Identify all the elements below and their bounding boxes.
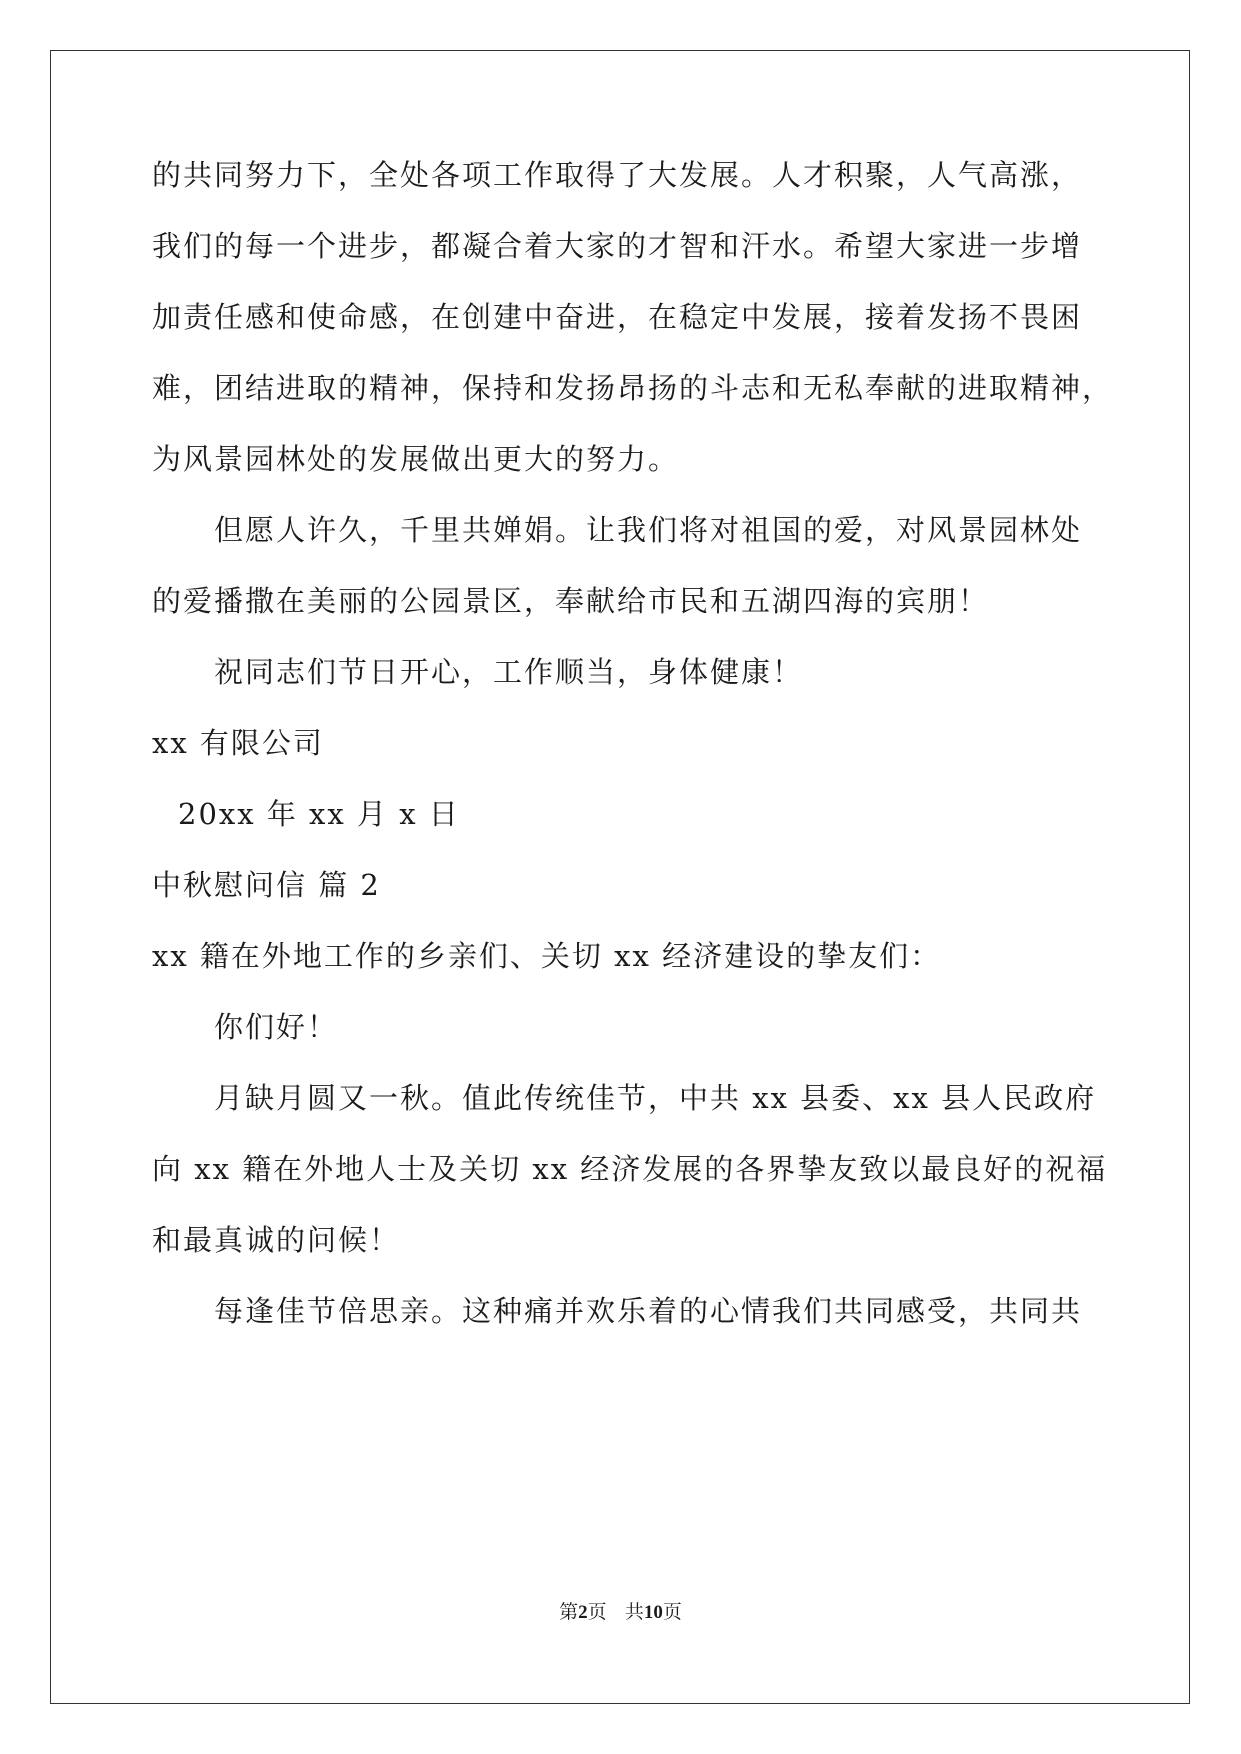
body-line: 月缺月圆又一秋。值此传统佳节，中共 xx 县委、xx 县人民政府: [214, 1081, 1097, 1115]
page-footer: [0, 1600, 1241, 1625]
footer-total-suffix: 页: [662, 1601, 682, 1623]
footer-total-prefix: 共: [624, 1601, 644, 1623]
body-line: 向 xx 籍在外地人士及关切 xx 经济发展的各界挚友致以最良好的祝福: [152, 1152, 1108, 1186]
body-line: 但愿人许久，千里共婵娟。让我们将对祖国的爱，对风景园林处: [214, 513, 1083, 547]
greeting: 你们好！: [214, 1010, 339, 1044]
body-line: 祝同志们节日开心，工作顺当，身体健康！: [214, 655, 804, 689]
section-heading: 中秋慰问信 篇 2: [152, 868, 381, 902]
body-line: 加责任感和使命感，在创建中奋进，在稳定中发展，接着发扬不畏困: [152, 300, 1083, 334]
body-line: 我们的每一个进步，都凝合着大家的才智和汗水。希望大家进一步增: [152, 229, 1083, 263]
footer-total-pages: 10: [643, 1602, 663, 1623]
body-line: 难，团结进取的精神，保持和发扬昂扬的斗志和无私奉献的进取精神，: [152, 371, 1114, 405]
footer-page-suffix: 页: [587, 1601, 607, 1623]
body-line: 每逢佳节倍思亲。这种痛并欢乐着的心情我们共同感受，共同共: [214, 1294, 1083, 1328]
body-line: 的爱播撒在美丽的公园景区，奉献给市民和五湖四海的宾朋！: [152, 584, 990, 618]
body-line: 为风景园林处的发展做出更大的努力。: [152, 442, 680, 476]
date-line: 20xx 年 xx 月 x 日: [178, 797, 460, 831]
company-name: xx 有限公司: [152, 726, 324, 760]
body-line: 的共同努力下，全处各项工作取得了大发展。人才积聚，人气高涨，: [152, 158, 1083, 192]
footer-page-number: 2: [578, 1602, 588, 1623]
salutation: xx 籍在外地工作的乡亲们、关切 xx 经济建设的挚友们：: [152, 939, 942, 973]
body-line: 和最真诚的问候！: [152, 1223, 401, 1257]
footer-prefix: 第: [559, 1601, 579, 1623]
